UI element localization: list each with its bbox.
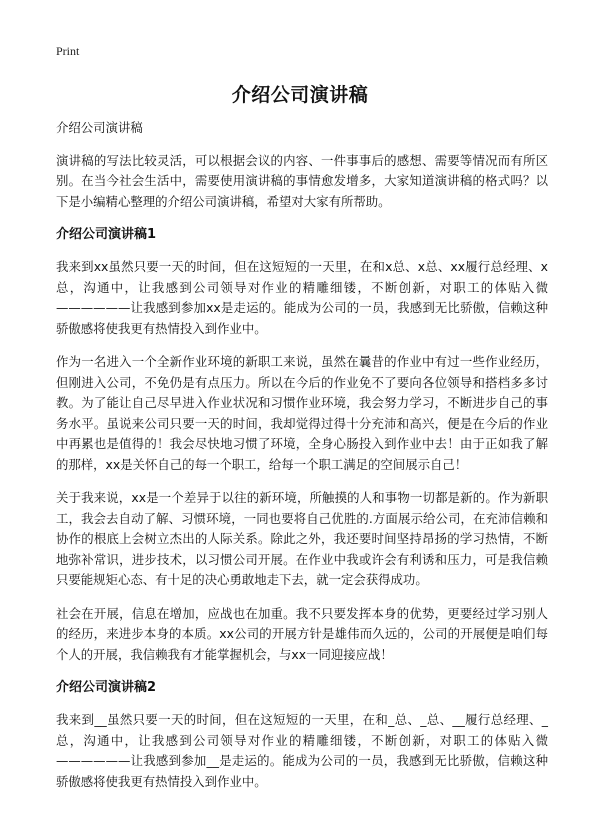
section-heading-2: 介绍公司演讲稿2 [56, 680, 157, 695]
print-link[interactable]: Print [56, 44, 80, 58]
section-heading-1: 介绍公司演讲稿1 [56, 227, 157, 242]
section-2-paragraph: 我来到__虽然只要一天的时间，但在这短短的一天里，在和_总、_总、__履行总经理、_总，沟通中，让我感到公司领导对作业的精雕细镂，不断创新，对职工的体贴入微——————让我感到参加__是走运的。能成为公司的一员，我感到无比骄傲，信赖这种骄傲感将使我更有热情投入到作业中。 [56, 712, 548, 789]
section-1-paragraph: 作为一名进入一个全新作业环境的新职工来说，虽然在曩昔的作业中有过一些作业经历，但刚进入公司，不免仍是有点压力。所以在今后的作业免不了要向各位领导和搭档多多讨教。为了能让自己尽早进入作业状况和习惯作业环境，我会努力学习，不断进步自己的事务水平。虽说来公司只要一天的时间，我却觉得过得十分充沛和高兴，便是在今后的作业中再累也是值得的！我会尽快地习惯了环境，全身心肠投入到作业中去！由于正如我了解的那样，xx是关怀自己的每一个职工，给每一个职工满足的空间展示自己！ [56, 354, 548, 472]
page-title: 介绍公司演讲稿 [231, 84, 369, 106]
section-1-paragraph: 我来到xx虽然只要一天的时间，但在这短短的一天里，在和x总、x总、xx履行总经理、x总，沟通中，让我感到公司领导对作业的精雕细镂，不断创新，对职工的体贴入微——————让我感到参加xx是走运的。能成为公司的一员，我感到无比骄傲，信赖这种骄傲感将使我更有热情投入到作业中。 [56, 259, 548, 336]
intro-paragraph: 演讲稿的写法比较灵活，可以根据会议的内容、一件事事后的感想、需要等情况而有所区别。在当今社会生活中，需要使用演讲稿的事情愈发增多，大家知道演讲稿的格式吗？以下是小编精心整理的介绍公司演讲稿，希望对大家有所帮助。 [56, 152, 548, 209]
article-body [56, 118, 548, 805]
section-1-paragraph: 社会在开展，信息在增加，应战也在加重。我不只要发挥本身的优势，更要经过学习别人的经历，来进步本身的本质。xx公司的开展方针是雄伟而久远的，公司的开展便是咱们每个人的开展，我信赖我有才能掌握机会，与xx一同迎接应战！ [56, 605, 548, 662]
section-1-paragraph: 关于我来说，xx是一个差异于以往的新环境，所触摸的人和事物一切都是新的。作为新职工，我会去自动了解、习惯环境，一同也要将自己优胜的.方面展示给公司，在充沛信赖和协作的根底上会树立杰出的人际关系。除此之外，我还要时间坚持昂扬的学习热情，不断地弥补常识，进步技术，以习惯公司开展。在作业中我或许会有利诱和压力，可是我信赖只要能规矩心态、有十足的决心勇敢地走下去，就一定会获得成功。 [56, 490, 548, 587]
article-subtitle: 介绍公司演讲稿 [56, 120, 143, 135]
